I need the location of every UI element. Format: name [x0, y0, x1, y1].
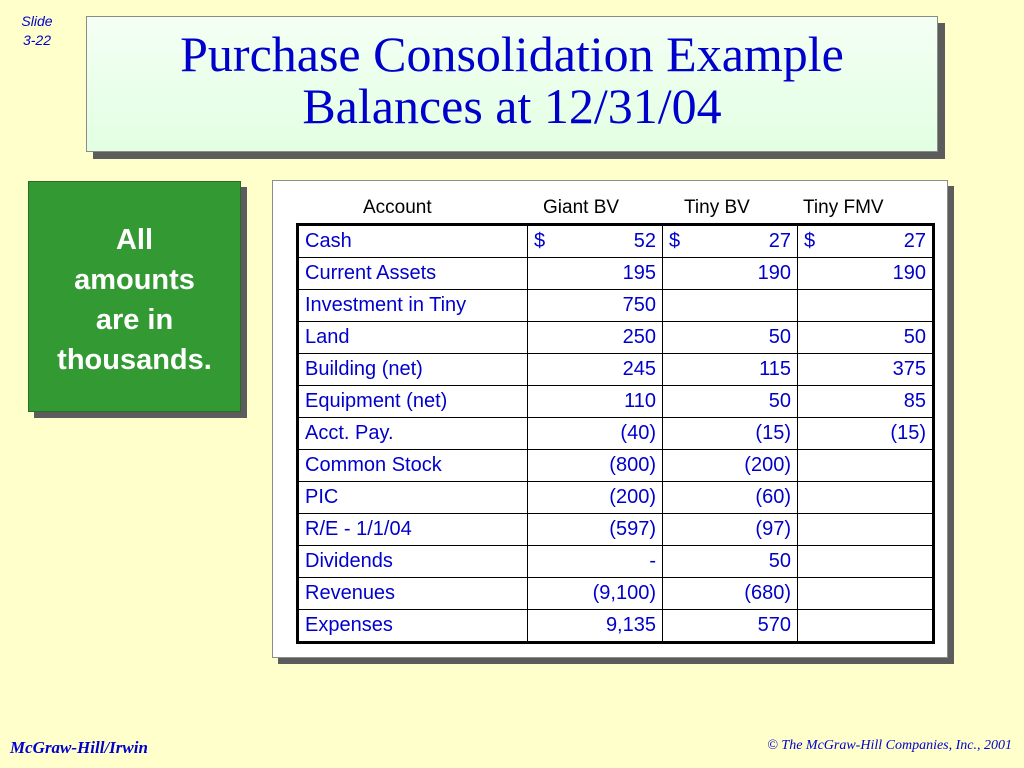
table-row — [298, 386, 934, 418]
amount-value: 50 — [768, 326, 791, 348]
tiny-bv-cell — [663, 258, 798, 290]
giant-cell — [528, 578, 663, 610]
note-line: amounts — [74, 264, 195, 296]
amount-value: 190 — [757, 262, 791, 284]
amount-value: 52 — [633, 230, 656, 252]
table-row — [298, 418, 934, 450]
giant-cell — [528, 482, 663, 514]
giant-cell — [528, 258, 663, 290]
account-cell: Investment in Tiny — [298, 290, 528, 322]
amount-value: 375 — [892, 358, 926, 380]
giant-cell — [528, 514, 663, 546]
tiny-fmv-cell — [798, 450, 934, 482]
giant-cell — [528, 290, 663, 322]
copyright-footer: © The McGraw-Hill Companies, Inc., 2001 — [767, 738, 1012, 753]
amount-value: (40) — [620, 422, 656, 444]
amount-value: 27 — [903, 230, 926, 252]
tiny-fmv-cell — [798, 546, 934, 578]
amount-value: (200) — [609, 486, 656, 508]
tiny-bv-cell — [663, 450, 798, 482]
slide-number-value: 3-22 — [22, 32, 52, 48]
dollar-sign: $ — [534, 230, 546, 252]
giant-cell — [528, 322, 663, 354]
tiny-fmv-cell — [798, 290, 934, 322]
tiny-bv-cell — [663, 514, 798, 546]
account-cell: Land — [298, 322, 528, 354]
amount-value: (680) — [744, 582, 791, 604]
account-cell: Building (net) — [298, 354, 528, 386]
tiny-fmv-cell — [798, 258, 934, 290]
account-cell: Equipment (net) — [298, 386, 528, 418]
table-row — [298, 322, 934, 354]
account-cell: PIC — [298, 482, 528, 514]
table-row — [298, 482, 934, 514]
note-line: All — [115, 224, 154, 256]
table-row — [298, 225, 934, 258]
amount-value: - — [649, 550, 656, 572]
tiny-bv-cell — [663, 482, 798, 514]
tiny-bv-cell — [663, 322, 798, 354]
table-row — [298, 610, 934, 643]
account-cell: Common Stock — [298, 450, 528, 482]
account-cell: R/E - 1/1/04 — [298, 514, 528, 546]
tiny-fmv-cell — [798, 514, 934, 546]
dollar-sign: $ — [804, 230, 816, 252]
account-cell: Cash — [298, 225, 528, 258]
giant-cell — [528, 225, 663, 258]
table-row — [298, 258, 934, 290]
tiny-bv-cell — [663, 546, 798, 578]
table-row — [298, 546, 934, 578]
amount-value: (9,100) — [592, 582, 656, 604]
tiny-fmv-cell — [798, 578, 934, 610]
note-text — [29, 182, 240, 380]
tiny-fmv-cell — [798, 225, 934, 258]
table-frame — [272, 180, 948, 658]
giant-cell — [528, 418, 663, 450]
account-cell: Dividends — [298, 546, 528, 578]
tiny-bv-cell — [663, 578, 798, 610]
tiny-fmv-cell — [798, 386, 934, 418]
account-cell: Revenues — [298, 578, 528, 610]
header-giant-bv: Giant BV — [543, 197, 620, 218]
header-tiny-bv: Tiny BV — [684, 197, 750, 218]
balances-table-body — [298, 225, 934, 643]
amount-value: 195 — [622, 262, 656, 284]
amount-value: (97) — [755, 518, 791, 540]
account-cell: Current Assets — [298, 258, 528, 290]
slide-subtitle: Balances at 12/31/04 — [302, 78, 722, 134]
title-box — [86, 16, 938, 152]
amount-value: 85 — [903, 390, 926, 412]
amount-value: 50 — [768, 390, 791, 412]
giant-cell — [528, 610, 663, 643]
header-tiny-fmv: Tiny FMV — [803, 197, 884, 218]
giant-cell — [528, 450, 663, 482]
giant-cell — [528, 386, 663, 418]
account-cell: Expenses — [298, 610, 528, 643]
amount-value: 50 — [903, 326, 926, 348]
account-cell: Acct. Pay. — [298, 418, 528, 450]
table-row — [298, 514, 934, 546]
tiny-bv-cell — [663, 354, 798, 386]
amount-value: (15) — [890, 422, 926, 444]
amount-value: 245 — [622, 358, 656, 380]
slide-number — [14, 12, 60, 50]
giant-cell — [528, 354, 663, 386]
note-line: thousands. — [57, 344, 212, 376]
amount-value: 110 — [624, 390, 656, 412]
amount-value: (15) — [755, 422, 791, 444]
tiny-fmv-cell — [798, 322, 934, 354]
amount-value: (60) — [755, 486, 791, 508]
publisher-footer: McGraw-Hill/Irwin — [10, 738, 148, 757]
tiny-bv-cell — [663, 290, 798, 322]
tiny-bv-cell — [663, 610, 798, 643]
amount-value: 9,135 — [605, 614, 656, 636]
amount-value: 570 — [757, 614, 791, 636]
tiny-fmv-cell — [798, 354, 934, 386]
tiny-fmv-cell — [798, 610, 934, 643]
amount-value: (800) — [609, 454, 656, 476]
amount-value: 750 — [622, 294, 656, 316]
table-row — [298, 450, 934, 482]
amount-value: 250 — [622, 326, 656, 348]
slide-label: Slide — [21, 13, 53, 29]
amount-value: (597) — [609, 518, 656, 540]
amount-value: (200) — [744, 454, 791, 476]
tiny-bv-cell — [663, 418, 798, 450]
note-line: are in — [95, 304, 174, 336]
tiny-bv-cell — [663, 225, 798, 258]
table-row — [298, 354, 934, 386]
amount-value: 190 — [892, 262, 926, 284]
header-account: Account — [363, 197, 432, 218]
giant-cell — [528, 546, 663, 578]
table-row — [298, 290, 934, 322]
table-row — [298, 578, 934, 610]
slide-title: Purchase Consolidation Example — [180, 26, 844, 82]
tiny-bv-cell — [663, 386, 798, 418]
tiny-fmv-cell — [798, 418, 934, 450]
balances-table — [296, 223, 935, 644]
dollar-sign: $ — [669, 230, 681, 252]
tiny-fmv-cell — [798, 482, 934, 514]
amount-value: 50 — [768, 550, 791, 572]
note-box — [28, 181, 241, 412]
amount-value: 27 — [768, 230, 791, 252]
amount-value: 115 — [759, 358, 791, 380]
